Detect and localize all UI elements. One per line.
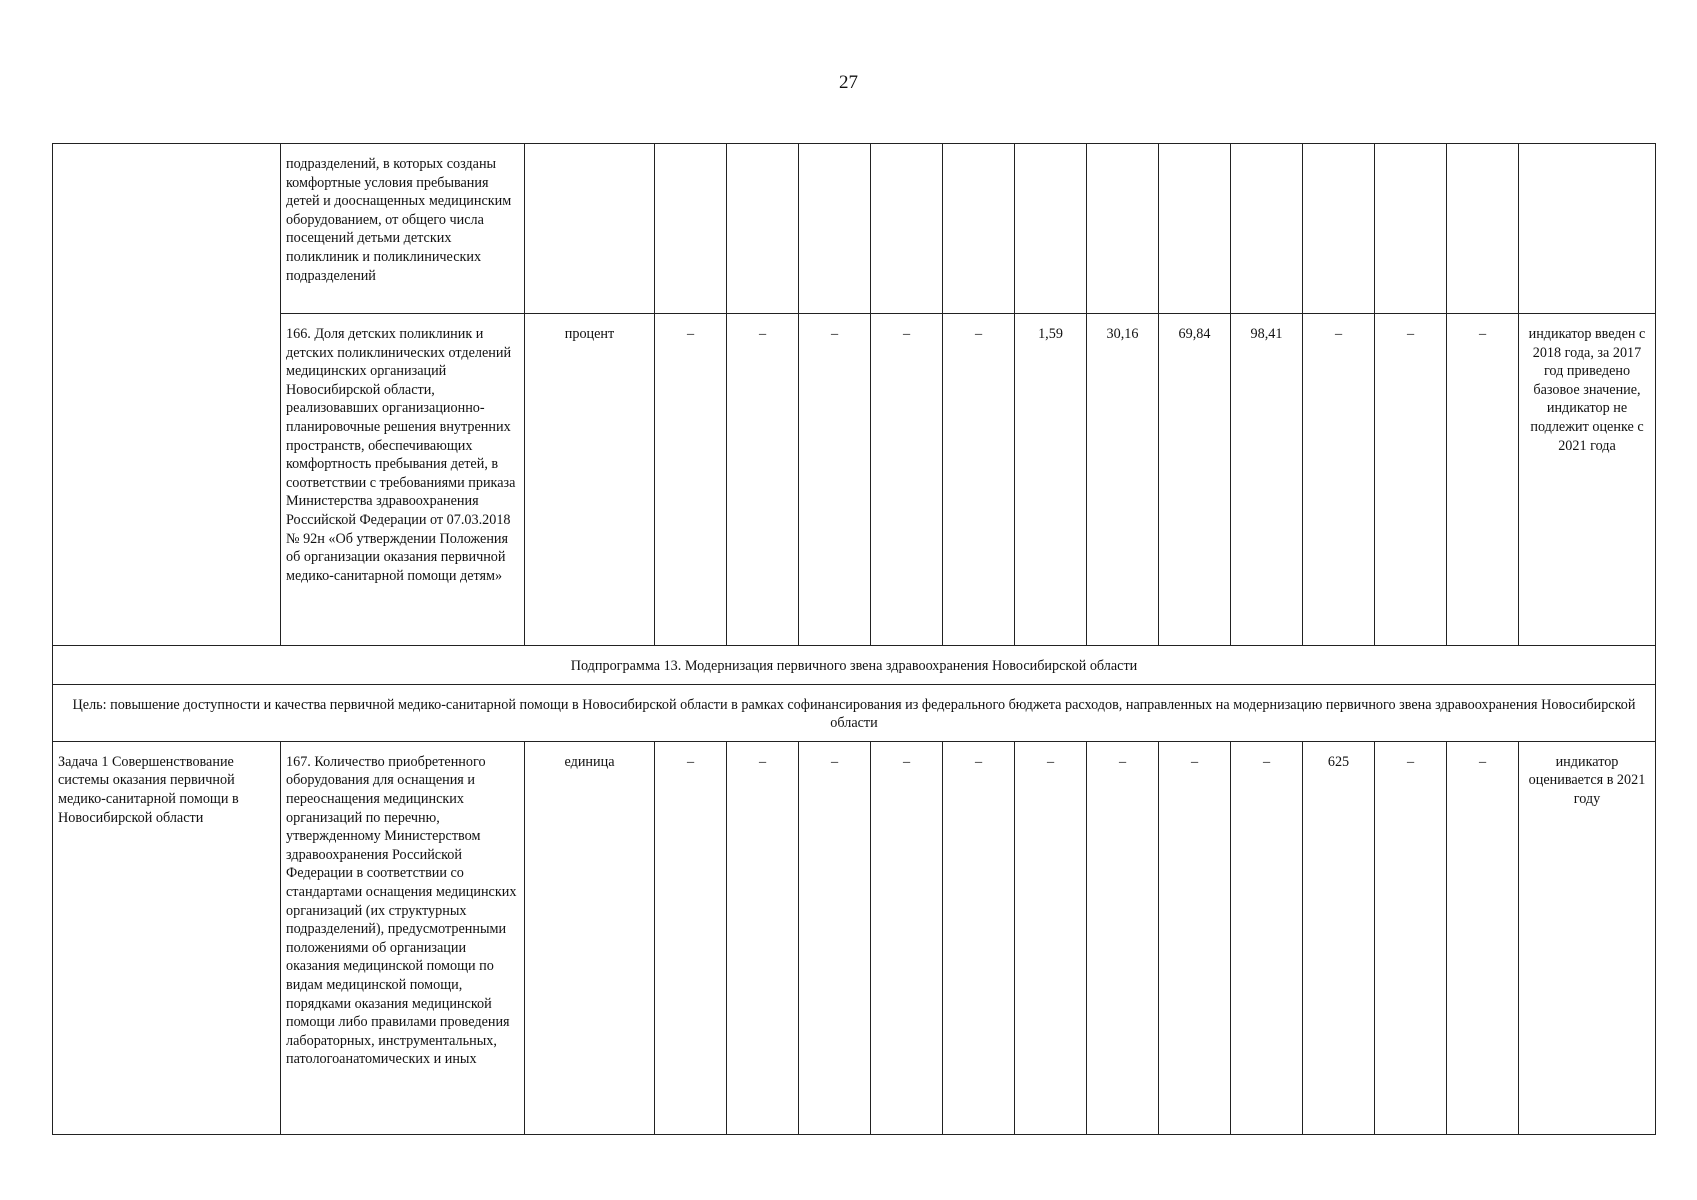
table-row: [53, 144, 1656, 314]
value-cell: [799, 144, 871, 314]
indicators-table: [52, 143, 1656, 1135]
value-cell: –: [1087, 741, 1159, 1134]
value-cell: –: [799, 741, 871, 1134]
value-cell: –: [1375, 314, 1447, 646]
value-cell: [1015, 144, 1087, 314]
value-cell: –: [871, 314, 943, 646]
value-cell: 1,59: [1015, 314, 1087, 646]
value-cell: 98,41: [1231, 314, 1303, 646]
goal-row: [53, 684, 1656, 741]
indicator-cell: 167. Количество приобретенного оборудования для оснащения и переоснащения медицинских организаций по перечню, утвержденному Министерством здравоохранения Российской Федерации в соответствии со стандартами оснащения медицинских организаций (их структурных подразделений), предусмотренными положениями об организации оказания медицинской помощи по видам медицинской помощи, порядками оказания медицинской помощи либо правилами проведения лабораторных, инструментальных, патологоанатомических и иных: [281, 741, 525, 1134]
value-cell: [1303, 144, 1375, 314]
table-row: [53, 314, 1656, 646]
value-cell: –: [1447, 741, 1519, 1134]
unit-cell: [525, 144, 655, 314]
value-cell: 30,16: [1087, 314, 1159, 646]
table-row: [53, 741, 1656, 1134]
value-cell: [727, 144, 799, 314]
value-cell: –: [727, 741, 799, 1134]
value-cell: –: [1015, 741, 1087, 1134]
note-cell: индикатор введен с 2018 года, за 2017 год приведено базовое значение, индикатор не подлежит оценке с 2021 года: [1519, 314, 1656, 646]
value-cell: –: [943, 314, 1015, 646]
unit-cell: процент: [525, 314, 655, 646]
value-cell: 69,84: [1159, 314, 1231, 646]
value-cell: –: [943, 741, 1015, 1134]
value-cell: –: [799, 314, 871, 646]
value-cell: [1447, 144, 1519, 314]
value-cell: [1375, 144, 1447, 314]
value-cell: –: [727, 314, 799, 646]
page-number: 27: [839, 72, 858, 93]
value-cell: [871, 144, 943, 314]
note-cell: [1519, 144, 1656, 314]
value-cell: –: [655, 741, 727, 1134]
value-cell: –: [1375, 741, 1447, 1134]
task-cell: [53, 144, 281, 646]
value-cell: [1087, 144, 1159, 314]
value-cell: [1159, 144, 1231, 314]
value-cell: [943, 144, 1015, 314]
value-cell: –: [1447, 314, 1519, 646]
indicator-cell: 166. Доля детских поликлиник и детских поликлинических отделений медицинских организаций Новосибирской области, реализовавших организационно-планировочные решения внутренних пространств, обеспечивающих комфортность пребывания детей, в соответствии с требованиями приказа Министерства здравоохранения Российской Федерации от 07.03.2018 № 92н «Об утверждении Положения об организации оказания первичной медико-санитарной помощи детям»: [281, 314, 525, 646]
goal-text: Цель: повышение доступности и качества первичной медико-санитарной помощи в Новосибирской области в рамках софинансирования из федерального бюджета расходов, направленных на модернизацию первичного звена здравоохранения Новосибирской области: [53, 684, 1656, 741]
value-cell: [655, 144, 727, 314]
unit-cell: единица: [525, 741, 655, 1134]
indicator-cell: подразделений, в которых созданы комфортные условия пребывания детей и дооснащенных медицинским оборудованием, от общего числа посещений детьми детских поликлиник и поликлинических подразделений: [281, 144, 525, 314]
value-cell: [1231, 144, 1303, 314]
value-cell: –: [655, 314, 727, 646]
value-cell: 625: [1303, 741, 1375, 1134]
subprogram-row: [53, 646, 1656, 685]
value-cell: –: [1303, 314, 1375, 646]
subprogram-title: Подпрограмма 13. Модернизация первичного звена здравоохранения Новосибирской области: [53, 646, 1656, 685]
value-cell: –: [871, 741, 943, 1134]
task-cell: Задача 1 Совершенствование системы оказания первичной медико-санитарной помощи в Новосибирской области: [53, 741, 281, 1134]
value-cell: –: [1231, 741, 1303, 1134]
value-cell: –: [1159, 741, 1231, 1134]
note-cell: индикатор оценивается в 2021 году: [1519, 741, 1656, 1134]
